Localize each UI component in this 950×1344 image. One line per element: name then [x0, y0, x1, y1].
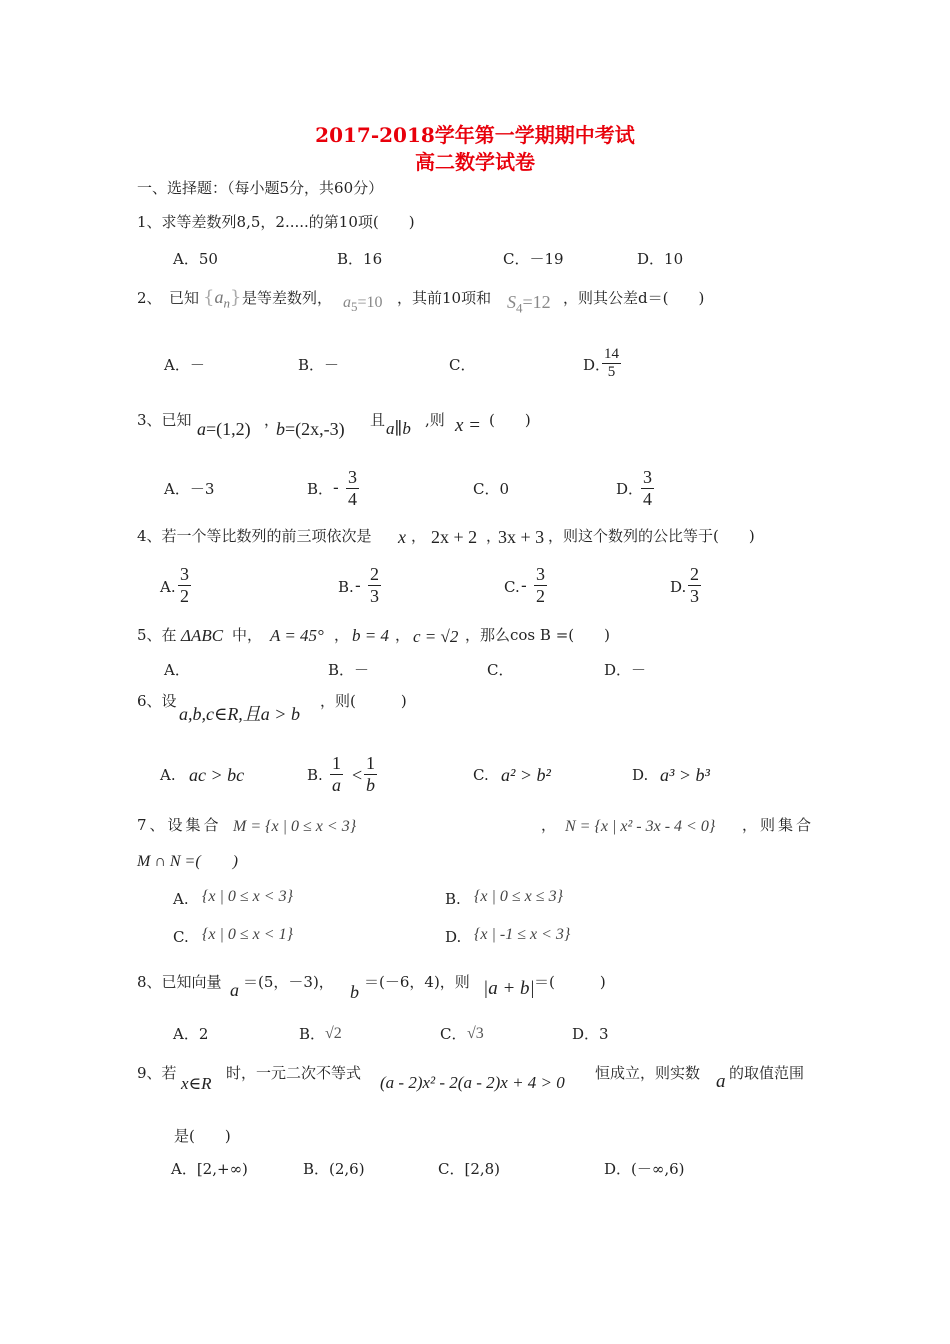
q9-inequality: (a - 2)x² - 2(a - 2)x + 4 > 0	[380, 1073, 565, 1092]
q2-a5: $a_5=10$	[343, 294, 383, 315]
q4-option-b-label: B.	[338, 578, 354, 596]
q8-option-c-expr: √3	[467, 1025, 484, 1042]
q5-zhong: 中，	[232, 626, 263, 644]
q4-prefix: 4、若一个等比数列的前三项依次是	[137, 527, 372, 545]
q6-tail: ，则( )	[320, 692, 407, 710]
q5-tail: ，那么cos B =( )	[465, 626, 610, 644]
q9-line2: 是( )	[174, 1127, 231, 1145]
q6-option-b-lt: <	[352, 765, 363, 785]
section-heading: 一、选择题：（每小题5分，共60分）	[137, 179, 384, 197]
q6-option-b-fraction-2: $\frac{1}{b}$	[366, 753, 375, 795]
q2-sequence-brace: $\{a_n\}$	[203, 287, 242, 311]
q2-option-b: B．－	[298, 356, 340, 374]
q4-term-2: 2x + 2	[431, 527, 478, 547]
q8-option-b-label: B．	[299, 1025, 326, 1043]
q2-prefix: 2、 已知	[137, 289, 200, 307]
q9-tail: 恒成立，则实数	[595, 1064, 701, 1082]
q8-vector-b: b	[350, 982, 359, 1002]
q4-option-c-fraction: $\frac{3}{2}$	[536, 564, 545, 606]
q9-mid: 时，一元二次不等式	[226, 1064, 362, 1082]
q5-comma-1: ，	[334, 626, 350, 644]
q5-comma-2: ，	[395, 626, 411, 644]
q4-comma-1: ，	[411, 527, 427, 545]
q4-option-d-label: D.	[670, 578, 687, 596]
q7-option-c-expr: {x | 0 ≤ x < 1}	[202, 926, 293, 943]
q7-tail: ，则集合	[742, 816, 815, 834]
q4-term-1: x	[398, 527, 406, 547]
q5-triangle: ΔABC	[181, 626, 224, 645]
exam-title: 2017-2018学年第一学期期中考试	[315, 123, 635, 147]
q7-set-n: N = {x | x² - 3x - 4 < 0}	[565, 818, 716, 835]
q8-option-a: A．2	[173, 1025, 209, 1043]
q8-vector-a: a	[230, 980, 239, 1000]
q3-option-b-fraction: $\frac{3}{4}$	[348, 467, 357, 509]
q2-s4: $S_4=12$	[507, 292, 551, 316]
q3-option-d-fraction: $\frac{3}{4}$	[643, 467, 652, 509]
q9-option-c: C．[2,8)	[438, 1160, 501, 1178]
q4-term-3: 3x + 3	[498, 527, 545, 547]
q6-condition: a,b,c∈R,且a > b	[179, 704, 300, 724]
q7-set-m: M = {x | 0 ≤ x < 3}	[233, 818, 357, 835]
q2-option-a: A．－	[164, 356, 205, 374]
q6-option-a-expr: ac > bc	[189, 765, 245, 785]
q9-prefix: 9、若	[137, 1064, 177, 1082]
q3-parallel: a∥b	[386, 419, 411, 438]
q6-prefix: 6、设	[137, 692, 177, 710]
q3-prefix: 3、已知	[137, 411, 192, 429]
q7-option-d-label: D.	[445, 928, 462, 946]
q7-comma: ，	[541, 816, 557, 834]
q4-option-b-fraction: $\frac{2}{3}$	[370, 564, 379, 606]
q6-option-d-expr: a³ > b³	[660, 765, 710, 785]
q7-line2: M ∩ N =( )	[137, 853, 239, 870]
q7-option-b-expr: {x | 0 ≤ x ≤ 3}	[474, 888, 563, 905]
q7-option-a-expr: {x | 0 ≤ x < 3}	[202, 888, 293, 905]
q7-option-b-label: B.	[445, 890, 461, 908]
q8-option-d: D．3	[572, 1025, 609, 1043]
q5-angle-a: A = 45°	[270, 626, 324, 645]
q3-option-c: C．0	[473, 480, 510, 498]
q5-prefix: 5、在	[137, 626, 177, 644]
exam-subtitle: 高二数学试卷	[415, 150, 535, 174]
q6-option-d-label: D.	[632, 766, 649, 784]
q6-option-c-expr: a² > b²	[501, 765, 551, 785]
q5-option-b: B．－	[328, 661, 370, 679]
q8-prefix: 8、已知向量	[137, 973, 222, 991]
q5-side-c: c = √2	[413, 627, 459, 646]
q7-option-c-label: C.	[173, 928, 189, 946]
q9-param-a: a	[716, 1071, 726, 1092]
q2-mid2: ，其前10项和	[397, 289, 492, 307]
q3-vector-a: a=(1,2)	[197, 419, 251, 439]
q4-tail: ，则这个数列的公比等于( )	[548, 527, 755, 545]
q3-comma: ，	[264, 411, 280, 429]
q6-option-c-label: C.	[473, 766, 489, 784]
q3-option-d-label: D．	[616, 480, 644, 498]
q6-option-b-label: B.	[307, 766, 323, 784]
q2-option-c: C．	[449, 356, 476, 374]
q9-x-in-r: x∈R	[181, 1074, 212, 1093]
q2-mid1: 是等差数列，	[242, 289, 333, 307]
q3-paren: ( )	[489, 411, 531, 429]
q3-qie: 且	[370, 411, 386, 429]
q5-option-a: A．	[164, 661, 190, 679]
q3-ze: ,则	[425, 411, 445, 429]
q1-option-a: A．50	[173, 250, 218, 268]
q8-option-b-expr: √2	[325, 1025, 342, 1042]
q8-tail: ＝( )	[534, 973, 606, 991]
q4-option-a-label: A.	[160, 578, 176, 596]
q3-option-b-label: B．	[307, 480, 334, 498]
q8-vector-a-value: ＝(5，－3)，	[243, 973, 334, 991]
q1-stem: 1、求等差数列8,5，2.....的第10项( )	[137, 213, 415, 231]
q4-option-c-minus: -	[521, 576, 527, 596]
q7-prefix: 7、设集合	[137, 816, 222, 834]
q9-option-d: D．(－∞,6)	[604, 1160, 685, 1178]
q5-option-c: C．	[487, 661, 514, 679]
q2-option-d-label: D．	[583, 356, 611, 374]
q8-abs-sum: |a + b|	[483, 978, 535, 999]
q1-option-c: C．－19	[503, 250, 564, 268]
q4-comma-2: ，	[486, 527, 502, 545]
q6-option-b-fraction-1: $\frac{1}{a}$	[332, 753, 341, 795]
q6-option-a-label: A.	[160, 766, 176, 784]
q3-option-a: A．－3	[164, 480, 215, 498]
q4-option-d-fraction: $\frac{2}{3}$	[690, 564, 699, 606]
q5-option-d: D．－	[604, 661, 647, 679]
q3-vector-b: b=(2x,-3)	[276, 419, 345, 439]
q7-option-a-label: A.	[173, 890, 189, 908]
q7-option-d-expr: {x | -1 ≤ x < 3}	[474, 926, 571, 943]
q1-option-b: B．16	[337, 250, 383, 268]
q3-option-b-minus: -	[333, 478, 339, 498]
q1-option-d: D．10	[637, 250, 684, 268]
q8-option-c-label: C．	[440, 1025, 467, 1043]
q2-tail: ，则其公差d＝( )	[563, 289, 705, 307]
q5-side-b: b = 4	[352, 626, 389, 645]
q8-vector-b-value: ＝(－6，4)，则	[364, 973, 470, 991]
q2-option-d-fraction: $\frac{14}{5}$	[604, 346, 619, 381]
q4-option-c-label: C.	[504, 578, 520, 596]
q9-option-a: A．[2,+∞)	[171, 1160, 248, 1178]
q9-tail2: 的取值范围	[729, 1064, 805, 1082]
q4-option-a-fraction: $\frac{3}{2}$	[180, 564, 189, 606]
q3-x-eq: x =	[455, 415, 482, 436]
q4-option-b-minus: -	[355, 576, 361, 596]
q9-option-b: B．(2,6)	[303, 1160, 365, 1178]
